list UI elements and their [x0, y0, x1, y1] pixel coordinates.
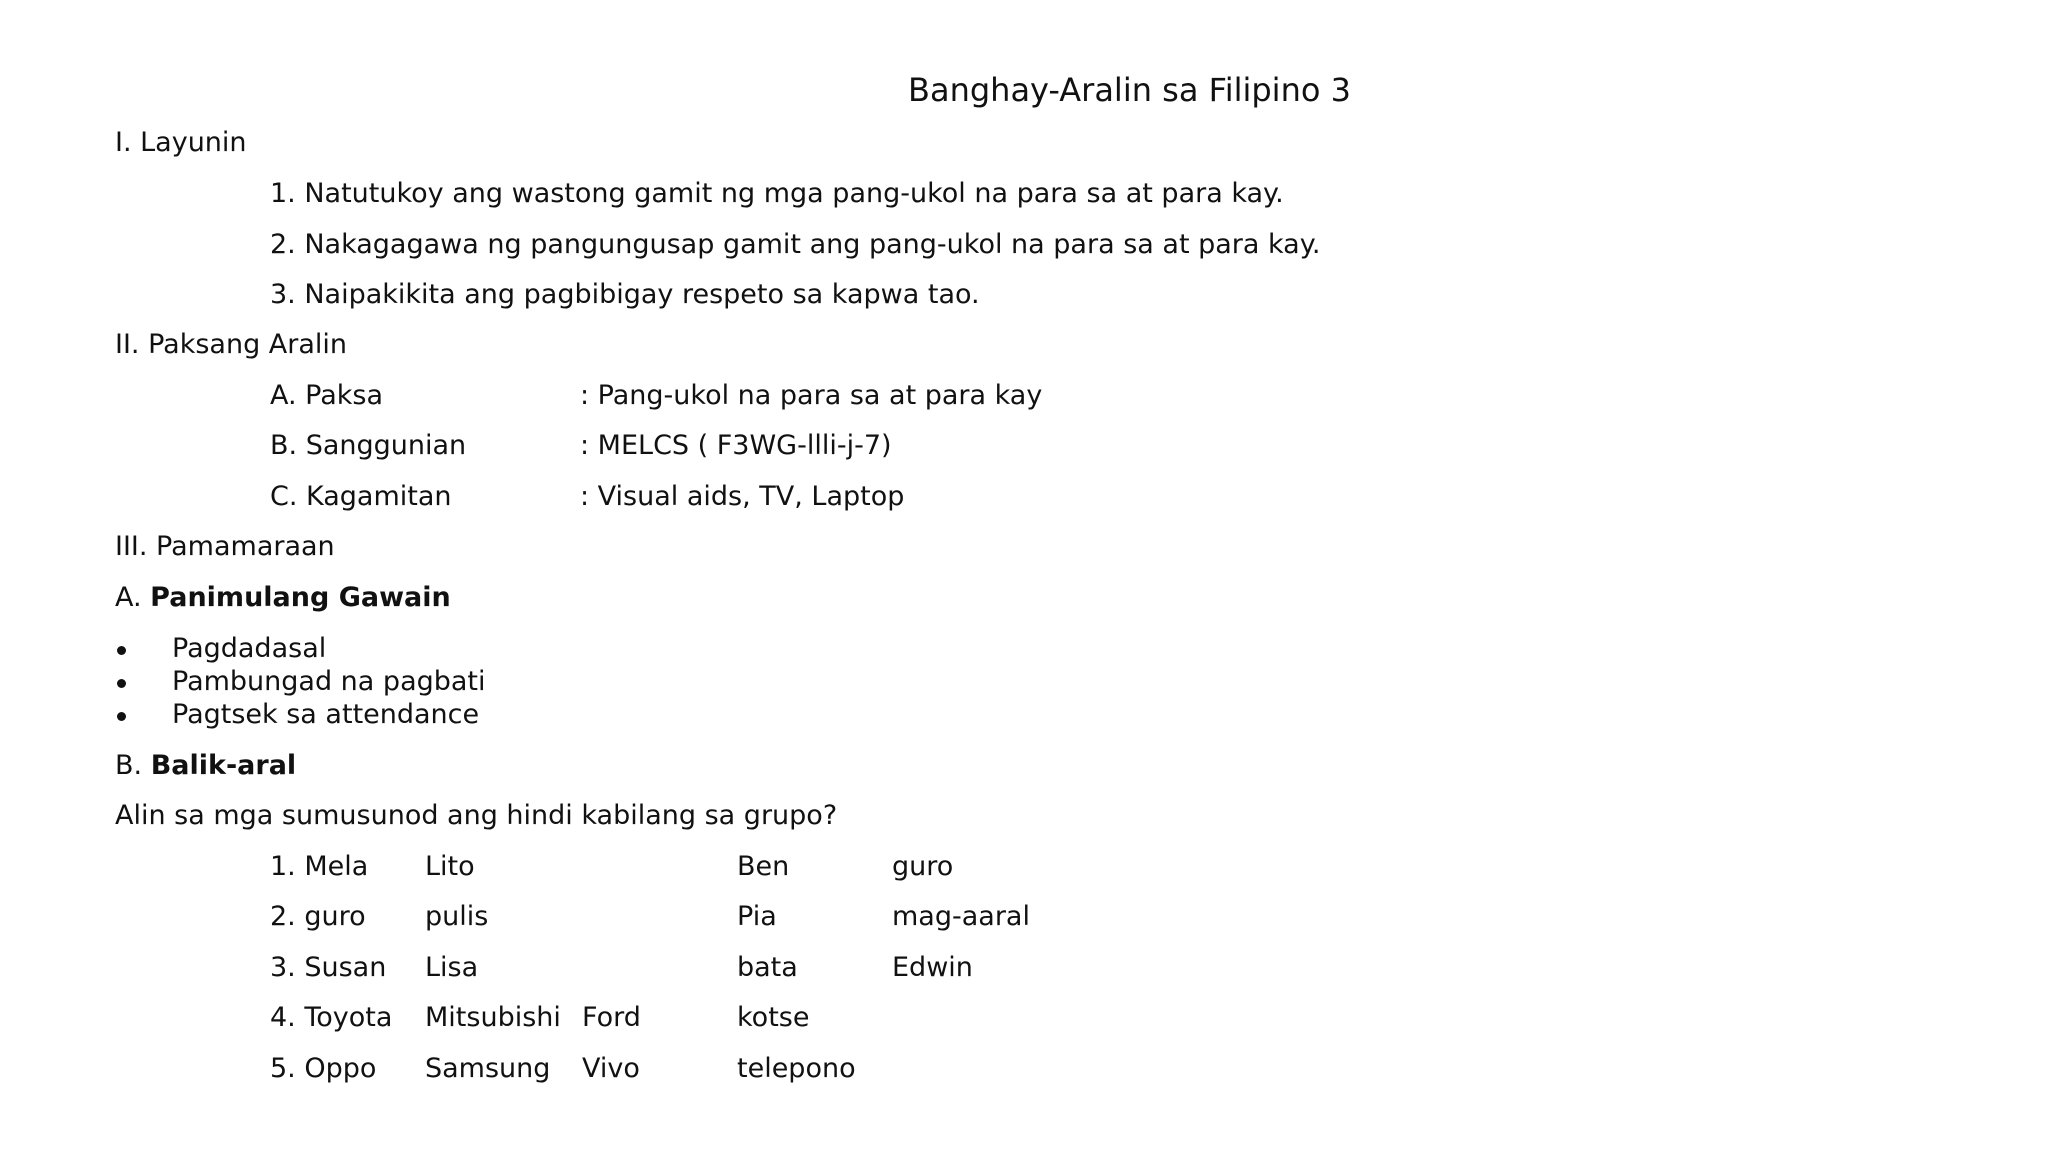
part-b-title: Balik-aral [150, 750, 297, 781]
reference-label: B. Sanggunian [270, 430, 467, 461]
row-cell: Lito [425, 851, 475, 882]
row-cell: telepono [737, 1053, 856, 1084]
section-heading-layunin: I. Layunin [115, 127, 247, 158]
bullet-icon [117, 646, 126, 655]
part-b-prefix: B. [115, 750, 151, 781]
row-cell: Ben [737, 851, 790, 882]
row-cell: Ford [582, 1002, 641, 1033]
row-cell: 1. Mela [270, 851, 369, 882]
row-cell: Lisa [425, 952, 479, 983]
part-a-prefix: A. [115, 582, 151, 613]
topic-value: : Pang-ukol na para sa at para kay [580, 380, 1043, 411]
row-cell: kotse [737, 1002, 810, 1033]
materials-value: : Visual aids, TV, Laptop [580, 481, 905, 512]
row-cell: 2. guro [270, 901, 366, 932]
bullet-item: Pagdadasal [172, 633, 327, 664]
row-cell: pulis [425, 901, 489, 932]
row-cell: bata [737, 952, 798, 983]
row-cell: 4. Toyota [270, 1002, 393, 1033]
row-cell: 3. Susan [270, 952, 387, 983]
row-cell: Pia [737, 901, 777, 932]
section-heading-pamamaraan: III. Pamamaraan [115, 531, 335, 562]
part-a-title: Panimulang Gawain [150, 582, 451, 613]
row-cell: 5. Oppo [270, 1053, 377, 1084]
part-b-heading [115, 749, 296, 783]
materials-label: C. Kagamitan [270, 481, 452, 512]
topic-label: A. Paksa [270, 380, 384, 411]
row-cell: mag-aaral [892, 901, 1030, 932]
part-a-heading [115, 581, 451, 615]
bullet-item: Pagtsek sa attendance [172, 699, 480, 730]
review-question: Alin sa mga sumusunod ang hindi kabilang sa grupo? [115, 800, 838, 831]
objective-item: 2. Nakagagawa ng pangungusap gamit ang pang-ukol na para sa at para kay. [270, 229, 1321, 260]
objective-item: 1. Natutukoy ang wastong gamit ng mga pang-ukol na para sa at para kay. [270, 178, 1284, 209]
document-title: Banghay-Aralin sa Filipino 3 [908, 71, 1351, 109]
row-cell: Vivo [582, 1053, 640, 1084]
row-cell: Mitsubishi [425, 1002, 561, 1033]
bullet-icon [117, 679, 126, 688]
section-heading-paksang-aralin: II. Paksang Aralin [115, 329, 348, 360]
row-cell: guro [892, 851, 954, 882]
bullet-item: Pambungad na pagbati [172, 666, 486, 697]
row-cell: Edwin [892, 952, 973, 983]
objective-item: 3. Naipakikita ang pagbibigay respeto sa kapwa tao. [270, 279, 980, 310]
reference-value: : MELCS ( F3WG-llli-j-7) [580, 430, 892, 461]
row-cell: Samsung [425, 1053, 551, 1084]
bullet-icon [117, 712, 126, 721]
